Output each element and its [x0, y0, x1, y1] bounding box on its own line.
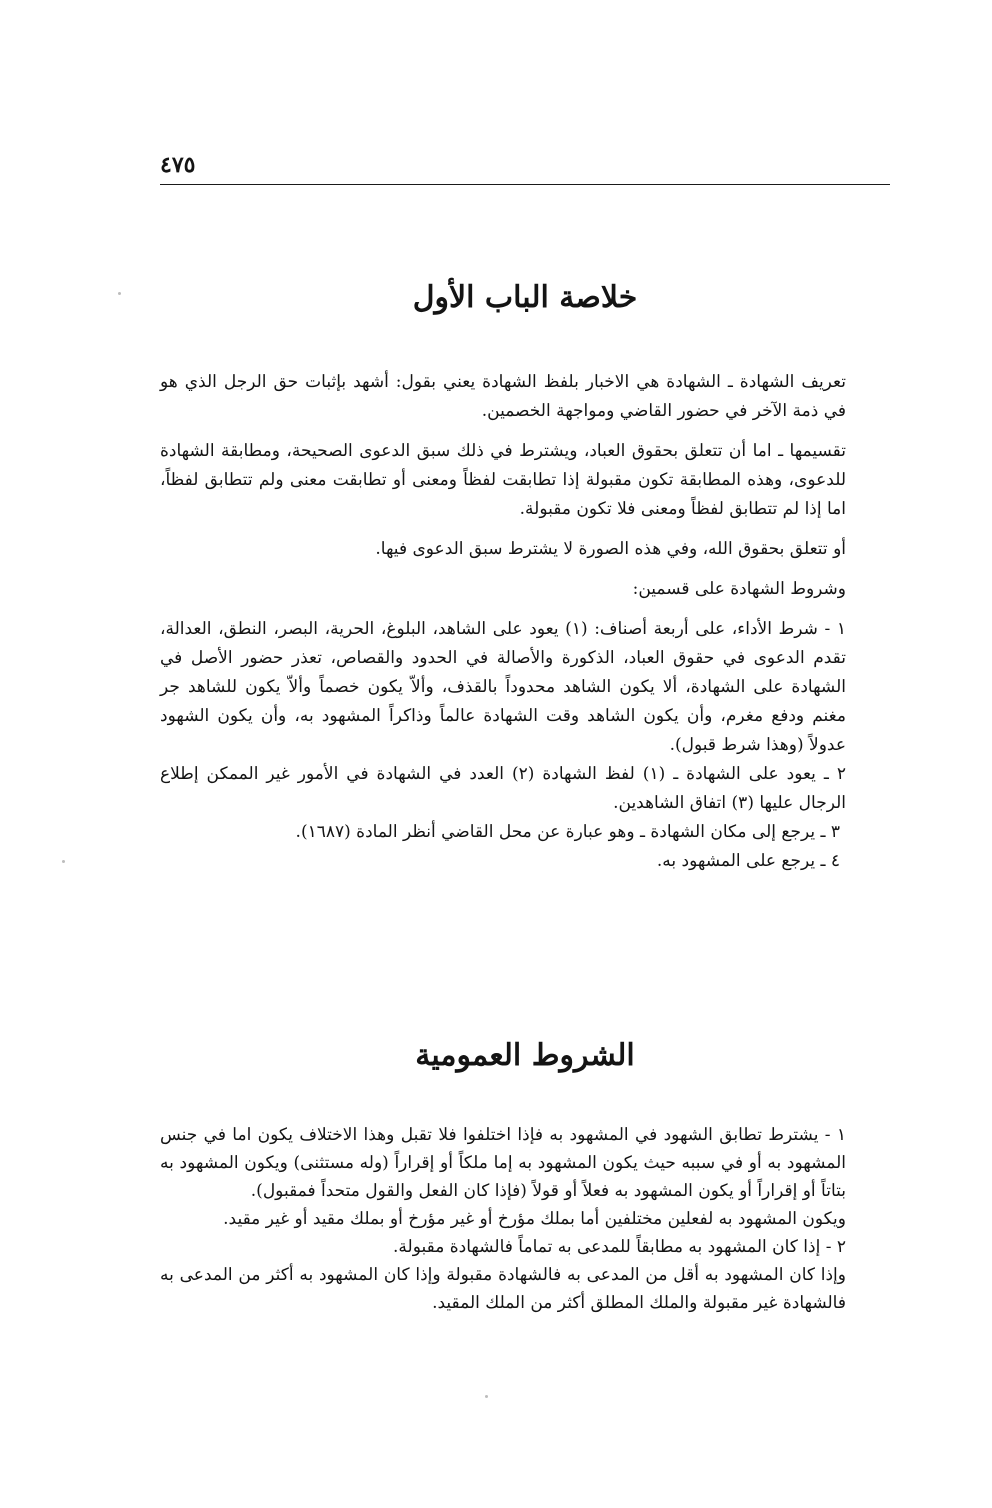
section-title-general-conditions: الشروط العمومية: [415, 1038, 635, 1073]
paragraph-conditions-intro: وشروط الشهادة على قسمين:: [632, 579, 846, 599]
page-number: ٤٧٥: [160, 152, 196, 178]
scan-speck: [485, 1395, 488, 1398]
paragraph-condition-1: ١ - شرط الأداء، على أربعة أصناف: (١) يعود على الشاهد، البلوغ، الحرية، البصر، النطق، العدالة، تقدم الدعوى في حقوق العباد، الذكورة والأصالة في الحدود والقصاص، تعذر حضور الأصل في الشهادة على الشهادة، ألا يكون الشاهد محدوداً بالقذف، وألاّ يكون خصماً وألاّ يكون للشاهد جر مغنم ودفع مغرم، وأن يكون الشاهد وقت الشهادة عالماً وذاكراً المشهود به، وأن يكون الشهود عدولاً (وهذا شرط قبول).: [160, 619, 846, 755]
paragraph-general-2b: وإذا كان المشهود به أقل من المدعى به فالشهادة مقبولة وإذا كان المشهود به أكثر من المدعى به فالشهادة غير مقبولة والملك المطلق أكثر من الملك المقيد.: [160, 1265, 846, 1313]
paragraph-condition-3: ٣ ـ يرجع إلى مكان الشهادة ـ وهو عبارة عن محل القاضي أنظر المادة (١٦٨٧).: [295, 822, 840, 842]
page-header: [160, 148, 890, 185]
section-title-summary: خلاصة الباب الأول: [412, 280, 638, 315]
scan-speck: [62, 860, 65, 863]
scan-speck: [118, 292, 121, 295]
paragraph-general-1b: ويكون المشهود به لفعلين مختلفين أما بملك مؤرخ أو غير مؤرخ أو بملك مقيد أو غير مقيد.: [223, 1209, 846, 1229]
paragraph-general-1: ١ - يشترط تطابق الشهود في المشهود به فإذا اختلفوا فلا تقبل وهذا الاختلاف يكون اما في جنس المشهود به أو في سببه حيث يكون المشهود به إما ملكاً أو إقراراً (وله مستثنى) ويكون المشهود به بتاتاً أو إقراراً أو يكون المشهود به فعلاً أو قولاً (فإذا كان الفعل والقول متحداً فمقبول).: [160, 1125, 846, 1201]
general-conditions-body: [160, 1121, 888, 1317]
paragraph-general-2: ٢ - إذا كان المشهود به مطابقاً للمدعى به تماماً فالشهادة مقبولة.: [393, 1237, 846, 1257]
paragraph-condition-2: ٢ ـ يعود على الشهادة ـ (١) لفظ الشهادة (٢) العدد في الشهادة في الأمور غير الممكن إطلاع الرجال عليها (٣) اتفاق الشاهدين.: [160, 764, 846, 813]
paragraph-division: تقسيمها ـ اما أن تتعلق بحقوق العباد، ويشترط في ذلك سبق الدعوى الصحيحة، ومطابقة الشهادة للدعوى، وهذه المطابقة تكون مقبولة إذا تطابقت لفظاً ومعنى أو تطابقت معنى ولم تتطابق لفظاً، اما إذا لم تتطابق لفظاً ومعنى فلا تكون مقبولة.: [160, 441, 846, 519]
paragraph-rights-of-god: أو تتعلق بحقوق الله، وفي هذه الصورة لا يشترط سبق الدعوى فيها.: [375, 539, 846, 559]
paragraph-definition: تعريف الشهادة ـ الشهادة هي الاخبار بلفظ الشهادة يعني بقول: أشهد بإثبات حق الرجل الذي هو في ذمة الآخر في حضور القاضي ومواجهة الخصمين.: [160, 372, 846, 421]
paragraph-condition-4: ٤ ـ يرجع على المشهود به.: [656, 851, 840, 871]
summary-body: [160, 368, 888, 876]
